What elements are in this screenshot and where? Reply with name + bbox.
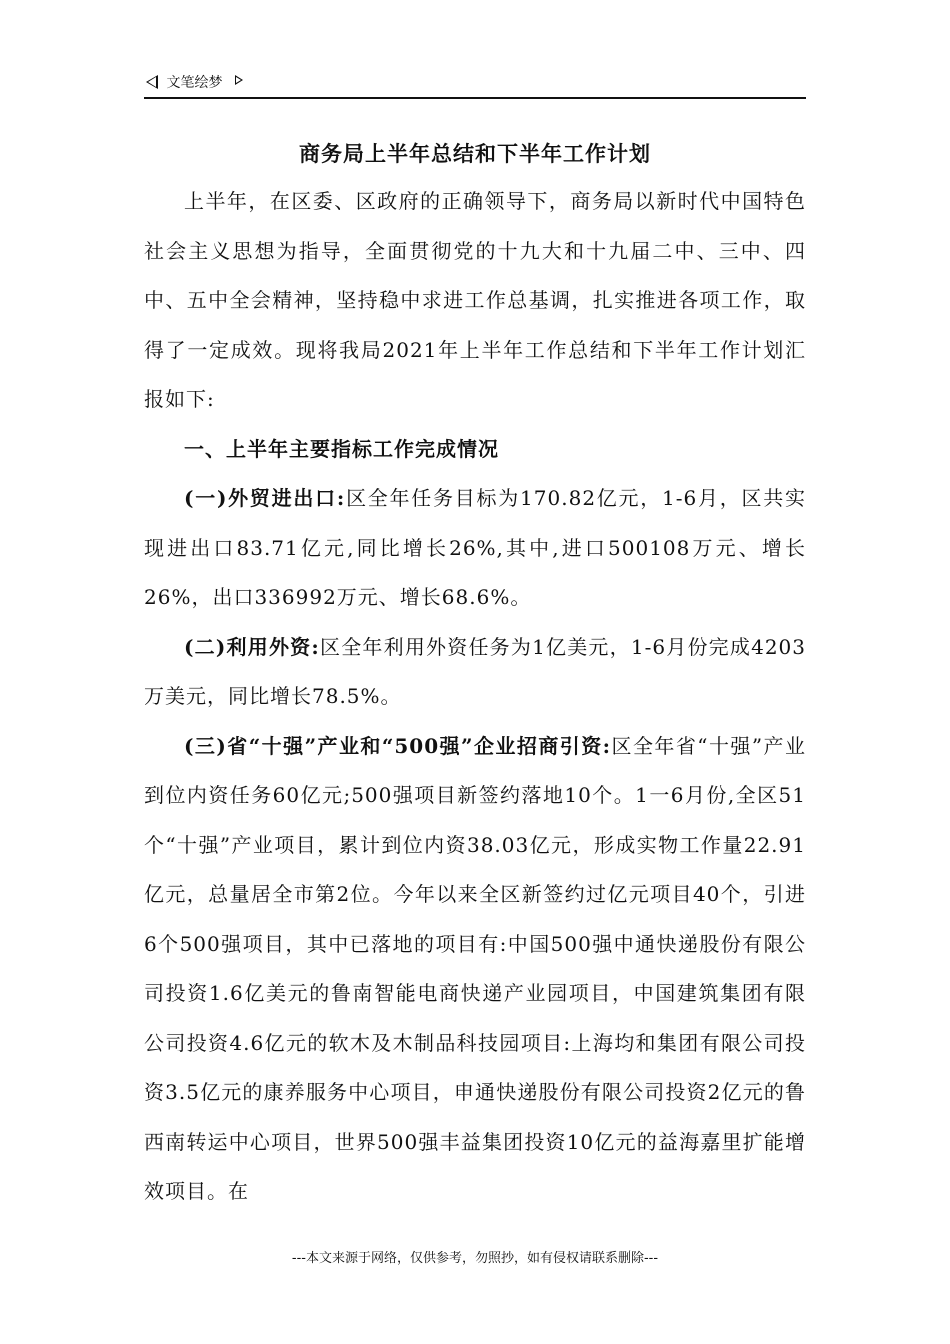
item-lead: (二)利用外资: xyxy=(184,634,320,659)
document-title: 商务局上半年总结和下半年工作计划 xyxy=(299,141,651,166)
triangle-right-icon xyxy=(235,75,243,85)
item-paragraph-investment-attraction xyxy=(144,722,806,1217)
document-body xyxy=(144,177,806,1217)
item-text: 区全年省“十强”产业到位内资任务60亿元;500强项目新签约落地10个。1一6月份,全区51个“十强”产业项目，累计到位内资38.03亿元，形成实物工作量22.91亿元，总量居全市第2位。今年以来全区新签约过亿元项目40个，引进6个500强项目，其中已落地的项目有:中国500强中通快递股份有限公司投资1.6亿美元的鲁南智能电商快递产业园项目，中国建筑集团有限公司投资4.6亿元的软木及木制品科技园项目:上海均和集团有限公司投资3.5亿元的康养服务中心项目，申通快递股份有限公司投资2亿元的鲁西南转运中心项目，世界500强丰益集团投资10亿元的益海嘉里扩能增效项目。在 xyxy=(144,733,807,1203)
page-header xyxy=(146,72,806,98)
header-divider xyxy=(144,97,806,99)
item-text: 区全年任务目标为170.82亿元，1-6月，区共实现进出口83.71亿元,同比增长26%,其中,进口500108万元、增长26%，出口336992万元、增长68.6%。 xyxy=(144,486,806,609)
footer-notice: ---本文来源于网络，仅供参考，勿照抄，如有侵权请联系删除--- xyxy=(291,1251,659,1266)
item-text: 区全年利用外资任务为1亿美元，1-6月份完成4203万美元，同比增长78.5%。 xyxy=(144,634,806,708)
brand-label: 文笔绘梦 xyxy=(166,75,223,91)
item-paragraph-foreign-trade xyxy=(144,474,806,623)
section-heading: 一、上半年主要指标工作完成情况 xyxy=(184,436,499,461)
item-lead: (三)省“十强”产业和“500强”企业招商引资: xyxy=(184,733,612,758)
item-paragraph-foreign-investment xyxy=(144,623,806,722)
triangle-left-icon xyxy=(146,75,158,89)
intro-paragraph: 上半年，在区委、区政府的正确领导下，商务局以新时代中国特色社会主义思想为指导，全面贯彻党的十九大和十九届二中、三中、四中、五中全会精神，坚持稳中求进工作总基调，扎实推进各项工作，取得了一定成效。现将我局2021年上半年工作总结和下半年工作计划汇报如下: xyxy=(144,189,806,411)
item-lead: (一)外贸进出口: xyxy=(184,486,346,510)
